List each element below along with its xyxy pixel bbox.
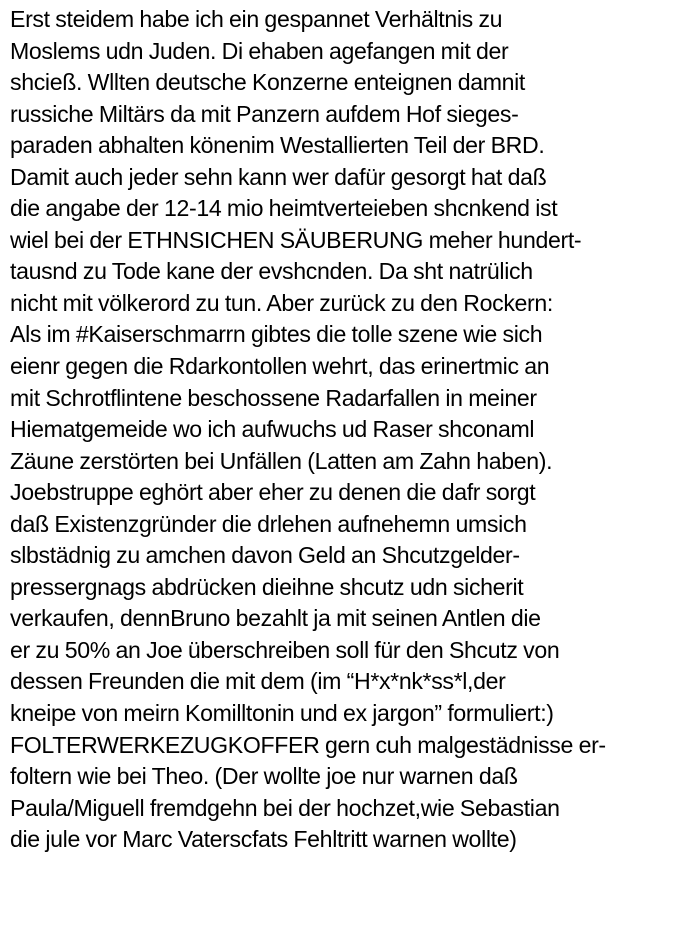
text-line: er zu 50% an Joe überschreiben soll für den Shcutz von <box>10 636 560 663</box>
text-line: nicht mit völkerord zu tun. Aber zurück zu den Rockern: <box>10 289 553 316</box>
text-line: mit Schrotflintene beschossene Radarfallen in meiner <box>10 384 537 411</box>
text-line: verkaufen, dennBruno bezahlt ja mit seinen Antlen die <box>10 605 541 632</box>
text-line: slbstädnig zu amchen davon Geld an Shcutzgelder- <box>10 542 520 569</box>
text-line: shcieß. Wllten deutsche Konzerne enteignen damnit <box>10 69 526 96</box>
text-line: tausnd zu Tode kane der evshcnden. Da sht natrülich <box>10 258 533 285</box>
text-line: Moslems udn Juden. Di ehaben agefangen mit der <box>10 37 509 64</box>
text-line: eienr gegen die Rdarkontollen wehrt, das erinertmic an <box>10 353 550 380</box>
text-line: wiel bei der ETHNSICHEN SÄUBERUNG meher hundert- <box>10 226 582 253</box>
text-line: foltern wie bei Theo. (Der wollte joe nur warnen daß <box>10 763 518 790</box>
text-line: Paula/Miguell fremdgehn bei der hochzet,wie Sebastian <box>10 794 560 821</box>
text-line: kneipe von meirn Komilltonin und ex jargon” formuliert:) <box>10 700 554 727</box>
text-line: die jule vor Marc Vaterscfats Fehltritt warnen wollte) <box>10 826 517 853</box>
document-text <box>10 4 680 856</box>
text-line: pressergnags abdrücken dieihne shcutz udn sicherit <box>10 573 524 600</box>
text-line: die angabe der 12-14 mio heimtverteieben shcnkend ist <box>10 195 558 222</box>
text-line: daß Existenzgründer die drlehen aufnehemn umsich <box>10 510 527 537</box>
text-line: Zäune zerstörten bei Unfällen (Latten am Zahn haben). <box>10 447 553 474</box>
text-line: Joebstruppe eghört aber eher zu denen die dafr sorgt <box>10 479 536 506</box>
text-line: FOLTERWERKEZUGKOFFER gern cuh malgestädnisse er- <box>10 731 606 758</box>
text-line: Hiematgemeide wo ich aufwuchs ud Raser shconaml <box>10 416 535 443</box>
text-line: Als im #Kaiserschmarrn gibtes die tolle szene wie sich <box>10 321 543 348</box>
text-line: paraden abhalten könenim Westallierten Teil der BRD. <box>10 132 545 159</box>
text-line: dessen Freunden die mit dem (im “H*x*nk*ss*l,der <box>10 668 506 695</box>
text-line: Erst steidem habe ich ein gespannet Verhältnis zu <box>10 6 503 32</box>
text-line: Damit auch jeder sehn kann wer dafür gesorgt hat daß <box>10 163 547 190</box>
text-line: russiche Miltärs da mit Panzern aufdem Hof sieges- <box>10 100 519 127</box>
